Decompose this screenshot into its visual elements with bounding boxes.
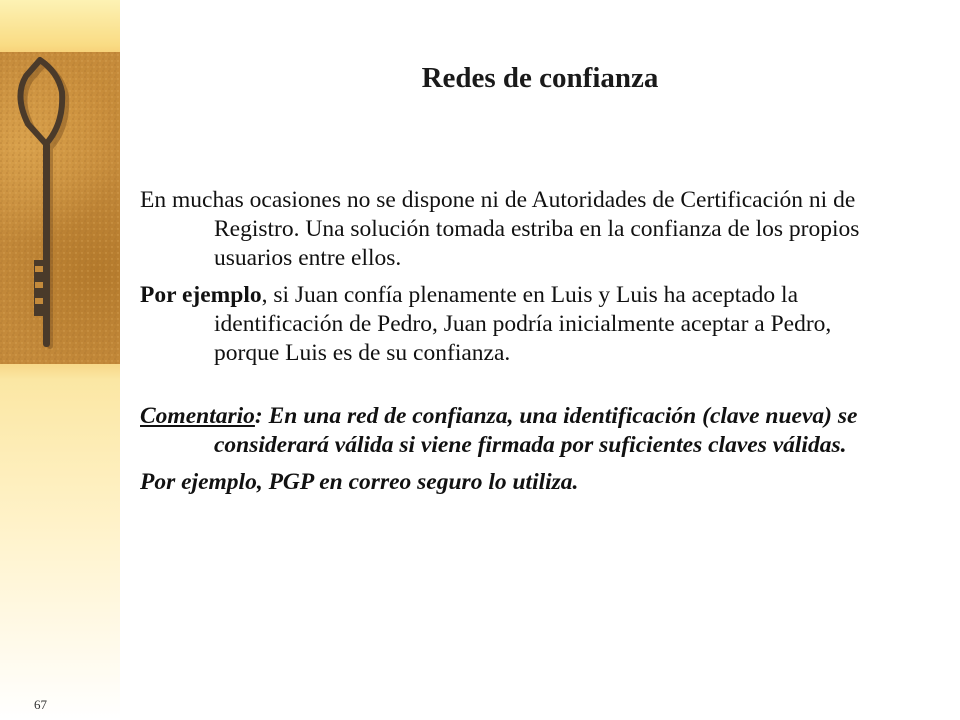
paragraph-pgp: Por ejemplo, PGP en correo seguro lo utiliza. [140,469,579,495]
paragraph-intro: En muchas ocasiones no se dispone ni de Autoridades de Certificación ni de Registro. Una solución tomada estriba en la confianza de los propios usuarios entre ellos. [140,187,860,271]
slide-title: Redes de confianza [421,62,659,94]
example-lead: Por ejemplo [140,282,262,308]
key-icon [0,52,120,364]
comment-lead: Comentario [140,403,255,429]
comment-text: : En una red de confianza, una identificación (clave nueva) se considerará válida si viene firmada por suficientes claves válidas. [214,403,858,458]
slide-body [140,186,900,505]
paragraph-example [140,281,900,368]
sidebar-decoration [0,0,120,720]
paragraph-comment [140,402,900,460]
page-number: 67 [34,697,47,712]
key-image [0,52,120,364]
example-text: , si Juan confía plenamente en Luis y Luis ha aceptado la identificación de Pedro, Juan podría inicialmente aceptar a Pedro, porque Luis es de su confianza. [214,282,832,366]
